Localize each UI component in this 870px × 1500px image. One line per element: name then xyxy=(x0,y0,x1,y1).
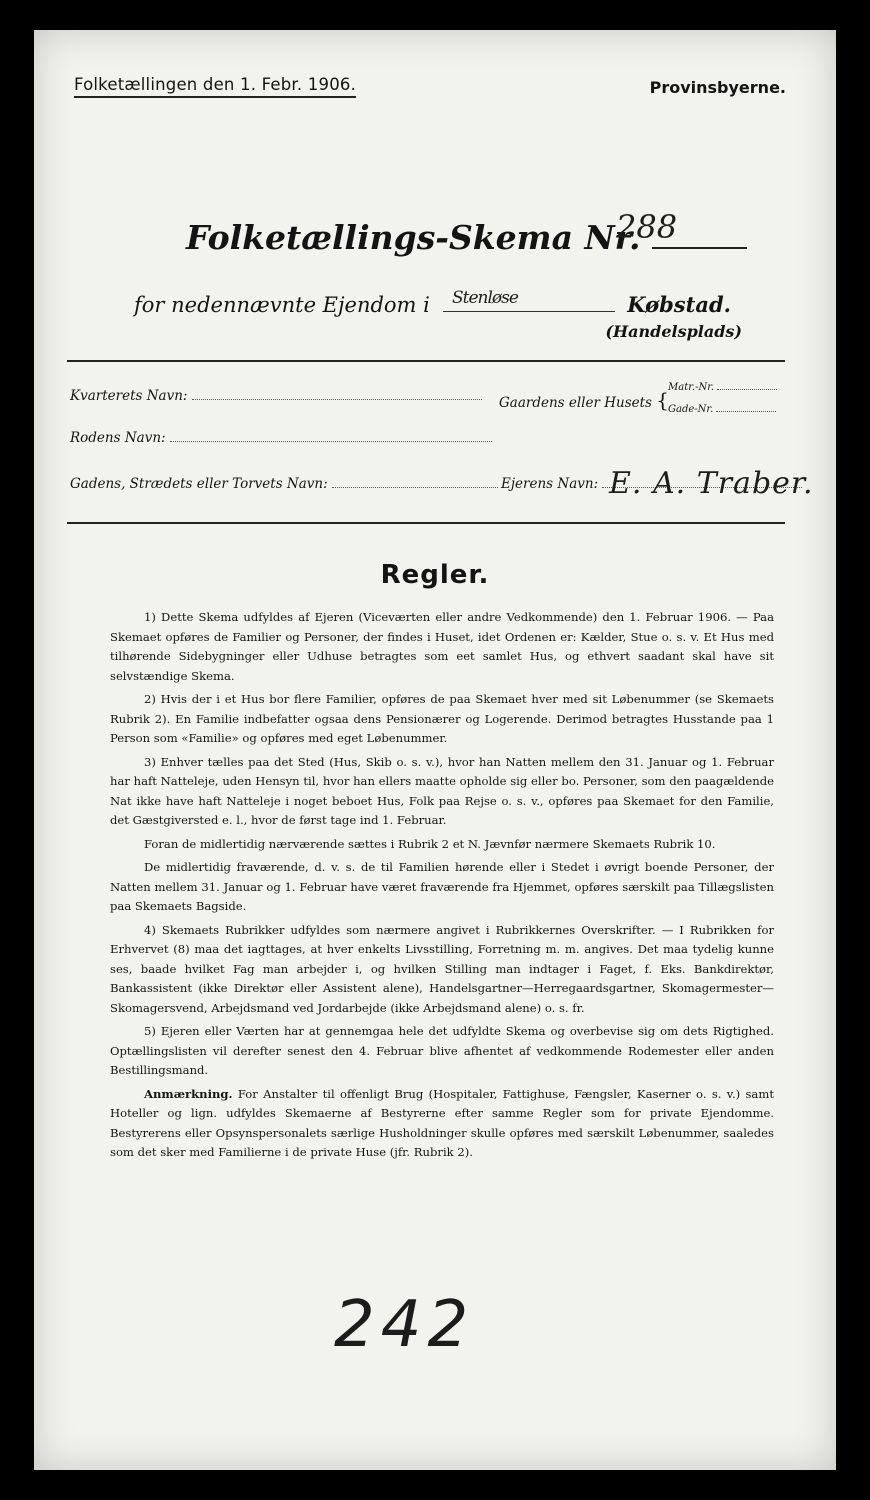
rule-paragraph: 1) Dette Skema udfyldes af Ejeren (Viceværten eller andre Vedkommende) den 1. Februar 1906. — Paa Skemaet opføres de Familier og Personer, der findes i Huset, idet Ordenen er: Kælder, Stue o. s. v. Et Hus med tilhørende Sidebygninger eller Udhuse betragtes som eet samlet Hus, og ethvert saadant skal have sit selvstændige Skema. xyxy=(110,610,774,683)
note-paragraph xyxy=(110,1085,774,1163)
subtitle-prefix: for nedennævnte Ejendom i xyxy=(134,293,430,317)
gaard-label: Gaardens eller Husets xyxy=(499,395,652,411)
kvarter-field xyxy=(70,388,482,404)
place-underline xyxy=(443,309,615,312)
form-number-handwritten: 288 xyxy=(616,208,678,246)
rule-paragraph: 4) Skemaets Rubrikker udfyldes som nærmere angivet i Rubrikkernes Overskrifter. — I Rubrikken for Erhvervet (8) maa det iagttages, at hver enkelts Livsstilling, Forretning m. m. angives. Det maa tydelig kunne ses, baade hvilket Fag man arbejder i, og hvilken Stilling man indtager i Faget, f. Eks. Bankdirektør, Bankassistent (ikke Direktør eller Assistent alene), Handelsgartner—Herregaardsgartner, Skomagermester—Skomagersvend, Arbejdsmand ved Jordarbejde (ikke Arbejdsmand alene) o. s. fr. xyxy=(110,922,774,1015)
kvarter-line xyxy=(192,397,482,400)
rode-line xyxy=(170,439,492,442)
place-handwritten: Stenløse xyxy=(452,288,518,308)
matr-field xyxy=(668,382,777,393)
gade-nr-field xyxy=(668,404,776,415)
divider-bottom xyxy=(67,522,785,524)
rule-paragraph: Foran de midlertidig nærværende sættes i Rubrik 2 et N. Jævnfør nærmere Skemaets Rubrik 10. xyxy=(144,836,716,851)
rules-body xyxy=(110,608,774,1167)
ejer-label: Ejerens Navn: xyxy=(501,476,599,492)
gade-field xyxy=(70,476,498,492)
census-form-page xyxy=(34,30,836,1470)
form-title-text: Folketællings-Skema Nr. xyxy=(186,218,641,257)
divider-top xyxy=(67,360,785,362)
gade-nr-label: Gade-Nr. xyxy=(668,404,714,415)
rule-paragraph: De midlertidig fraværende, d. v. s. de til Familien hørende eller i Stedet i øvrigt boende Personer, der Natten mellem 31. Januar og 1. Februar have været fraværende fra Hjemmet, opføres særskilt paa Tillægslisten paa Skemaets Bagside. xyxy=(110,860,774,913)
subtitle-suffix: Købstad. xyxy=(627,292,731,317)
matr-label: Matr.-Nr. xyxy=(668,382,715,393)
region-header: Provinsbyerne. xyxy=(649,78,786,97)
gade-line xyxy=(332,485,498,488)
brace: { xyxy=(656,388,670,412)
census-date-header: Folketællingen den 1. Febr. 1906. xyxy=(74,75,356,98)
subtitle-alt: (Handelsplads) xyxy=(605,322,742,341)
note-label: Anmærkning. xyxy=(144,1086,233,1101)
rule-paragraph: 5) Ejeren eller Værten har at gennemgaa hele det udfyldte Skema og overbevise sig om dets Rigtighed. Optællingslisten vil derefter senest den 4. Februar blive afhentet af vedkommende Rodemester eller anden Bestillingsmand. xyxy=(110,1024,774,1077)
bottom-handwritten-number: 242 xyxy=(334,1288,475,1362)
rule-paragraph: 3) Enhver tælles paa det Sted (Hus, Skib o. s. v.), hvor han Natten mellem den 31. Januar og 1. Februar har haft Natteleje, uden Hensyn til, hvor han ellers maatte opholde sig eller bo. Personer, som den paagældende Nat ikke have haft Natteleje i noget beboet Hus, Folk paa Rejse o. s. v., opføres paa Skemaet for den Familie, det Gæstgiversted e. l., hvor de først tage ind 1. Februar. xyxy=(110,754,774,827)
owner-name-handwritten: E. A. Traber. xyxy=(609,466,814,501)
rules-heading: Regler. xyxy=(380,560,490,590)
subtitle xyxy=(134,292,731,317)
rode-label: Rodens Navn: xyxy=(70,430,166,446)
rode-field xyxy=(70,430,492,446)
matr-line xyxy=(717,387,777,390)
note-text: For Anstalter til offenligt Brug (Hospitaler, Fattighuse, Fængsler, Kaserner o. s. v.) samt Hoteller og lign. udfyldes Skemaerne af Bestyrerne efter samme Regler som for private Ejendomme. Bestyrerens eller Opsynspersonalets særlige Husholdninger skulle opføres med særskilt Løbenummer, saaledes som det sker med Familierne i de private Huse (jfr. Rubrik 2). xyxy=(110,1086,774,1159)
gaard-field xyxy=(499,388,669,412)
gade-label: Gadens, Strædets eller Torvets Navn: xyxy=(70,476,328,492)
rule-paragraph: 2) Hvis der i et Hus bor flere Familier, opføres de paa Skemaet hver med sit Løbenummer (se Skemaets Rubrik 2). En Familie indbefatter ogsaa dens Pensionærer og Logerende. Derimod betragtes Husstande paa 1 Person som «Familie» og opføres med eget Løbenummer. xyxy=(110,692,774,745)
gade-nr-line xyxy=(716,409,776,412)
kvarter-label: Kvarterets Navn: xyxy=(70,388,188,404)
